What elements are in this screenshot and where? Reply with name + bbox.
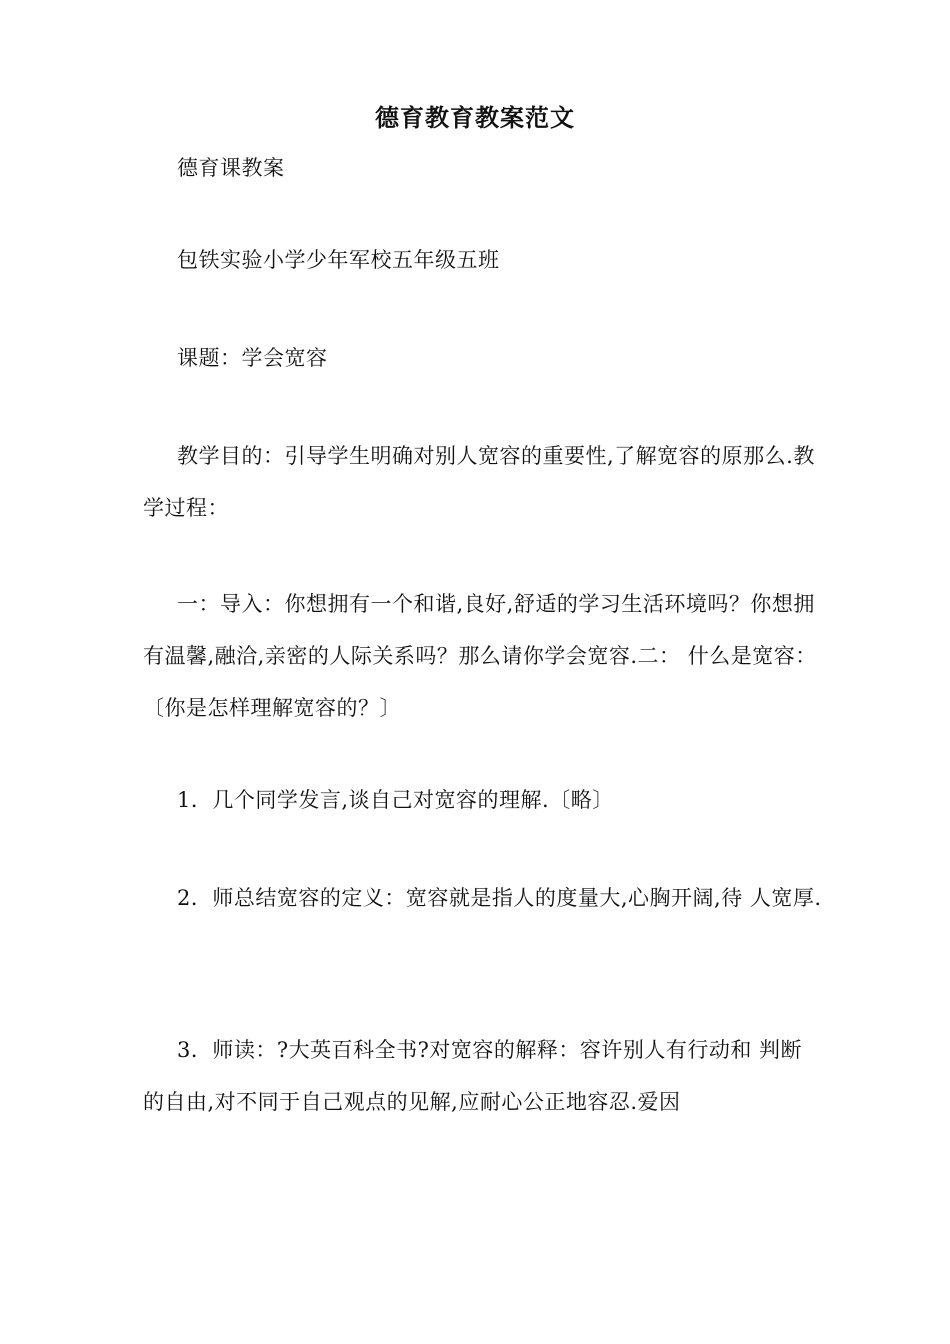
paragraph-topic: 课题：学会宽容 [177,346,328,370]
paragraph-lesson-plan: 德育课教案 [177,156,285,180]
document-title: 德育教育教案范文 [375,103,575,132]
paragraph-item-2: 2．师总结宽容的定义：宽容就是指人的度量大,心胸开阔,待 人宽厚. [177,886,822,910]
paragraph-introduction: 一：导入：你想拥有一个和谐,良好,舒适的学习生活环境吗？你想拥有温馨,融洽,亲密的人际关系吗？那么请你学会宽容.二： 什么是宽容：〔你是怎样理解宽容的？〕 [143,592,817,720]
paragraph-item-3: 3．师读：?大英百科全书?对宽容的解释：容许别人有行动和 判断的自由,对不同于自己观点的见解,应耐心公正地容忍.爱因 [143,1038,803,1114]
paragraph-item-1: 1．几个同学发言,谈自己对宽容的理解.〔略〕 [177,788,614,812]
paragraph-teaching-goal: 教学目的：引导学生明确对别人宽容的重要性,了解宽容的原那么.教学过程： [143,444,815,520]
paragraph-school-class: 包铁实验小学少年军校五年级五班 [177,248,500,272]
